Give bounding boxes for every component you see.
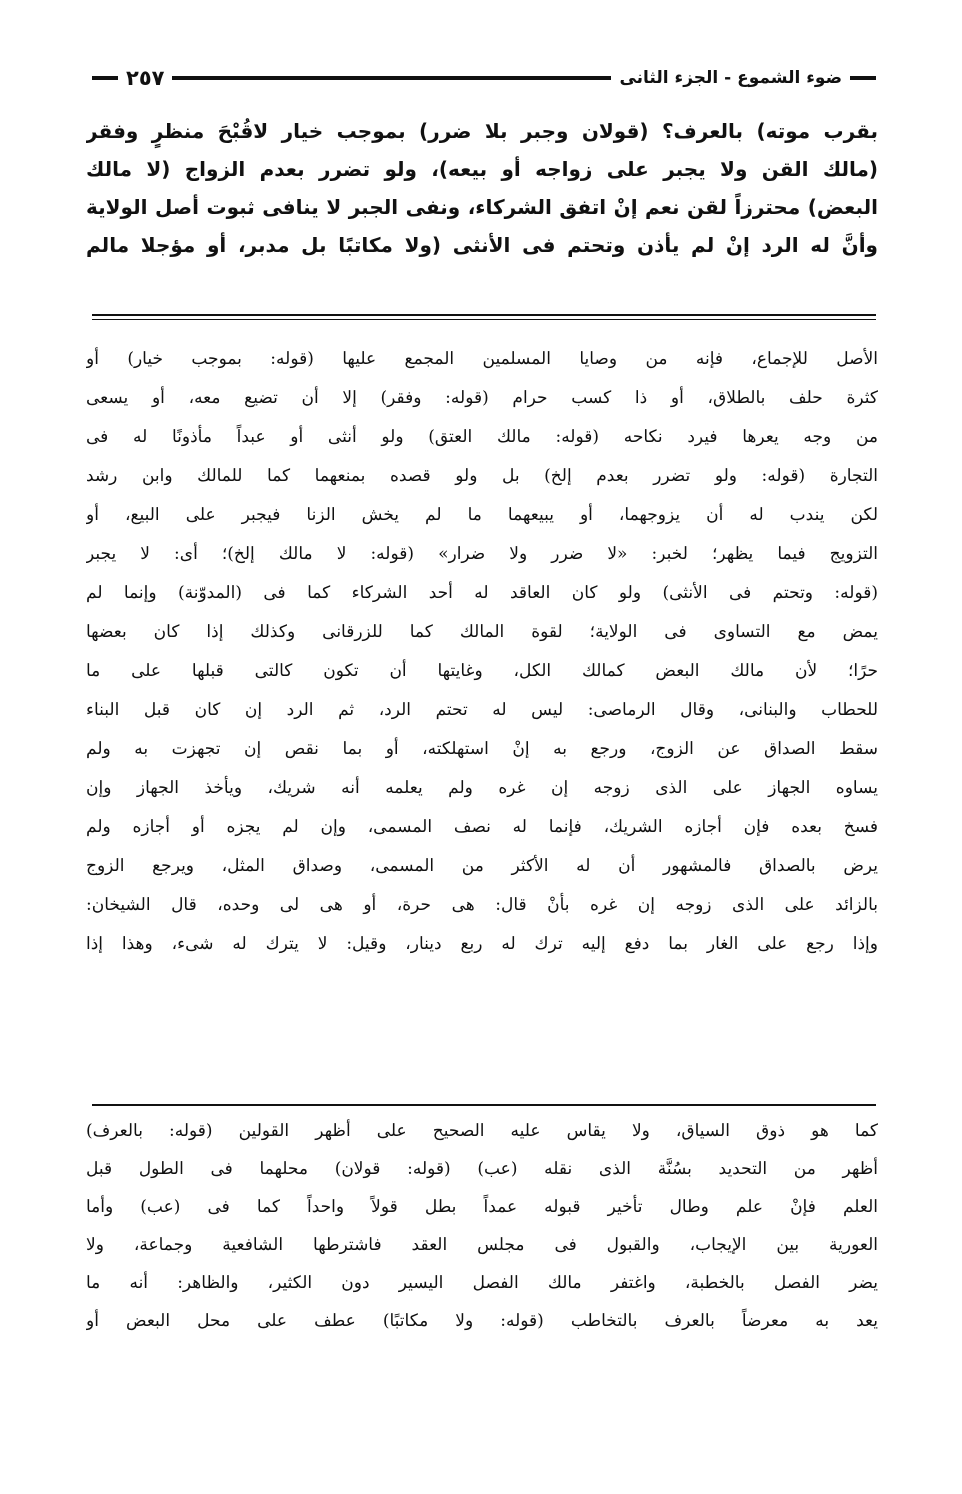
main-text: [86, 112, 878, 264]
page-number: ٢٥٧: [126, 66, 165, 90]
commentary-line: للحطاب والبنانى، وقال الرماصى: ليس له تحتم الرد، ثم الرد إن كان قبل البناء: [86, 700, 878, 720]
commentary-line: حرًا؛ لأن مالك البعض كمالك الكل، وغايتها أن تكون كالتى قبلها على ما: [86, 661, 878, 681]
commentary-line: يضر الفصل بالخطبة، واغتفر مالك الفصل اليسير دون الكثير، والظاهر: أنه ما: [86, 1273, 878, 1293]
section-divider: [92, 314, 876, 320]
commentary-line: يرض بالصداق فالمشهور أن له الأكثر من المسمى، وصداق المثل، ويرجع الزوج: [86, 856, 878, 876]
header-dash: [92, 76, 118, 80]
commentary-line: يساوه الجهاز على الذى زوجه إن غره ولم يعلمه أنه شريك، ويأخذ الجهاز وإن: [86, 778, 878, 798]
commentary-line: الأصل للإجماع، فإنه من وصايا المسلمين المجمع عليها (قوله: بموجب خيار) أو: [86, 349, 878, 369]
commentary-line: سقط الصداق عن الزوج، ورجع به إنْ استهلكته، أو بما نقص إن تجهزت به ولم: [86, 739, 878, 759]
commentary-line: التجارة (قوله: ولو تضرر بعدم إلخ) بل ولو قصده بمنعهما كما للمالك وابن رشد: [86, 466, 878, 486]
commentary-line: التزويج فيما يظهر؛ لخبر: «لا ضرر ولا ضرار» (قوله: لا مالك إلخ)؛ أى: لا يجبر: [86, 544, 878, 564]
main-text-line: بقرب موته) بالعرف؟ (قولان وجبر بلا ضرر) بموجب خيار لاقُبْحَ منظرٍ وفقر: [86, 119, 878, 143]
commentary-line: (قوله: وتحتم فى الأنثى) ولو كان العاقد له أحد الشركاء كما فى (المدوّنة) وإنما لم: [86, 583, 878, 603]
commentary-divider: [92, 1104, 876, 1106]
running-header: [92, 60, 876, 96]
commentary-block: [86, 1112, 878, 1340]
commentary-line: كما هو ذوق السياق، ولا يقاس عليه الصحيح على أظهر القولين (قوله: بالعرف): [86, 1121, 878, 1141]
commentary-line: وإذا رجع على الغار بما دفع إليه ترك له ربع دينار، وقيل: لا يترك له شىء، وهذا إذا: [86, 934, 878, 954]
commentary-line: العلم فإنْ علم وطال تأخير قبوله عمداً بطل قولاً واحداً كما فى (عب) وأما: [86, 1197, 878, 1217]
commentary-line: بالزائد على الذى زوجه إن غره بأنْ قال: هى حرة، أو هى لى وحده، قال الشيخان:: [86, 895, 878, 915]
commentary-block: [86, 340, 878, 964]
commentary-line: كثرة حلف بالطلاق، أو ذا كسب حرام (قوله: وفقر) إلا أن تضيع معه، أو يسعى: [86, 388, 878, 408]
commentary-line: من وجه يعرها فيرد نكاحه (قوله: مالك العتق) ولو أنثى أو عبداً مأذونًا له فى: [86, 427, 878, 447]
commentary-line: العورية بين الإيجاب، والقبول فى مجلس العقد فاشترطها الشافعية وجماعة، ولا: [86, 1235, 878, 1255]
main-text-line: وأنَّ له الرد إنْ لم يأذن وتحتم فى الأنثى (ولا مكاتبًا بل مدبر، أو مؤجلا مالم: [86, 233, 878, 257]
commentary-line: يعد به معرضاً بالعرف بالتخاطب (قوله: ولا مكاتبًا) عطف على محل البعض أو: [86, 1311, 878, 1331]
main-text-line: البعض) محترزاً لقن نعم إنْ اتفق الشركاء، ونفى الجبر لا ينافى ثبوت أصل الولاية: [86, 195, 878, 219]
commentary-line: يمض مع التساوى فى الولاية؛ لقوة المالك كما للزرقانى وكذلك إذا كان بعضها: [86, 622, 878, 642]
header-dash: [850, 76, 876, 80]
commentary-line: فسخ بعده فإن أجازه الشريك، فإنما له نصف المسمى، وإن لم يجزه أو أجازه ولم: [86, 817, 878, 837]
commentary-line: أظهر من التحديد بسُنَّة الذى نقله (عب) (قوله: قولان) محلهما فى الطول قبل: [86, 1159, 878, 1179]
header-title: ضوء الشموع - الجزء الثانى: [619, 68, 842, 88]
header-rule: [172, 76, 611, 80]
commentary-line: لكن يندب له أن يزوجهما، أو يبيعهما ما لم يخش الزنا فيجبر على البيع، أو: [86, 505, 878, 525]
main-text-line: (مالك القن ولا يجبر على زواجه أو بيعه)، ولو تضرر بعدم الزواج (لا مالك: [86, 157, 878, 181]
